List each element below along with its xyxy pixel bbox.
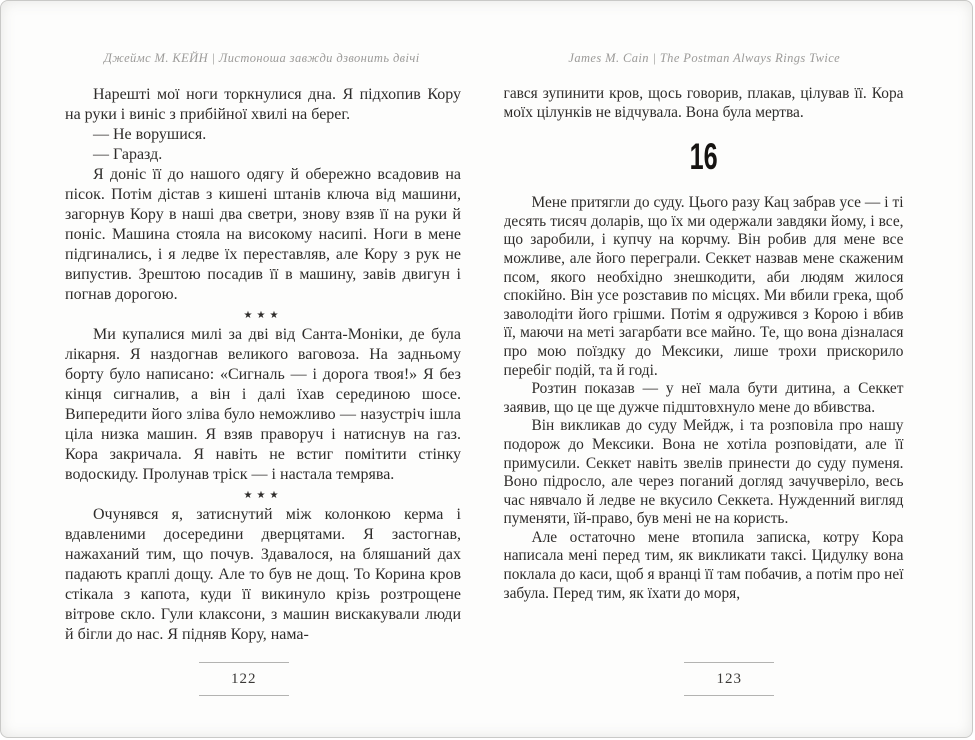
scene-divider-stars: ★★★ [243, 490, 283, 501]
page-number-right: 123 [716, 671, 742, 687]
paragraph: Розтин показав — у неї мала бути дитина, а Секкет заявив, що це ще дужче підштовхнуло мене до вбивства. [503, 380, 904, 416]
page-right [487, 1, 973, 737]
folio-left [199, 662, 289, 696]
scene-divider-stars: ★★★ [243, 310, 283, 321]
paragraph-continuation: гався зупинити кров, щось говорив, плакав, цілував її. Кора моїх цілунків не відчувала. Вона була мертва. [503, 85, 904, 121]
page-body-right [504, 85, 904, 655]
folio-rule-bottom [684, 695, 774, 696]
page-left [1, 1, 487, 737]
paragraph: Нарешті мої ноги торкнулися дна. Я підхопив Кору на руки і виніс з прибійної хвилі на берег. [65, 86, 461, 123]
paragraph: Мене притягли до суду. Цього разу Кац забрав усе — і ті десять тисяч доларів, що їх ми одержали завдяки йому, і все, що заробили, і купчу на корчму. Він робив для мене все можливе, але його переграли. Секкет назвав мене скаженим псом, якого необхідно знешкодити, аби людям жилося спокійно. Він усе розставив по місцях. Ми вбили грека, щоб заволодіти його грішми. Потім я одружився з Корою і вбив її, маючи на меті загарбати все майно. Те, що вона дізналася про мою поїздку до Мексики, лише трохи прискорило перебіг подій, та й годі. [503, 194, 904, 379]
paragraph: Я доніс її до нашого одягу й обережно всадовив на пісок. Потім дістав з кишені штанів ключа від машини, загорнув Кору в наші два светри, знову взяв її на руки й поніс. Машина стояла на високому насипі. Ноги в мене підгинались, і я ледве їх переставляв, але Кору з рук не випустив. Зрештою посадив її в машину, завів двигун і погнав дорогою. [65, 166, 461, 303]
page-body-left [65, 85, 461, 655]
folio-rule-bottom [199, 695, 289, 696]
paragraph: Він викликав до суду Мейдж, і та розповіла про нашу подорож до Мексики. Вона не хотіла розповідати, але її примусили. Секкет навіть звелів принести до суду пуменя. Воно підросло, але через поганий догляд зачучверіло, весь час нявчало й ледве не вкусило Секкета. Нужденний вигляд пуменяти, їй-право, був мені не на користь. [503, 417, 904, 528]
paragraph: Ми купалися милі за дві від Санта-Моніки, де була лікарня. Я наздогнав великого ваговоза. На задньому борту було написано: «Сигналь — і дорога твоя!» Я без кінця сигналив, а він і далі їхав серединою шосе. Випередити його зліва було неможливо — назустріч ішла ціла низка машин. Я взяв праворуч і натиснув на газ. Кора закричала. Я навіть не встиг помітити стінку водоскиду. Пролунав тріск — і настала темрява. [65, 326, 461, 483]
page-number-left: 122 [231, 671, 257, 687]
paragraph: Але остаточно мене втопила записка, котру Кора написала мені перед тим, як викликати таксі. Цидулку вона поклала до каси, щоб я вранці її там побачив, а потім про неї забула. Перед тим, як їхати до моря, [503, 528, 904, 602]
paragraph: Очунявся я, затиснутий між колонкою керма і вдавленими досередини дверцятами. Я застогнав, нажаханий тим, що почув. Здавалося, на бляшаний дах падають краплі дощу. Але то був не дощ. То Корина кров стікала з капота, куди її викинуло крізь розтрощене вітрове скло. Гули клаксони, з машин вискакували люди й бігли до нас. Я підняв Кору, нама- [65, 506, 461, 643]
dialogue-line: — Гаразд. [93, 146, 163, 163]
running-header-right: James M. Cain | The Postman Always Rings Twice [568, 51, 841, 65]
folio-right [684, 662, 774, 696]
dialogue-line: — Не ворушися. [93, 126, 207, 143]
running-header-left: Джеймс М. КЕЙН | Листоноша завжди дзвонить двічі [103, 51, 420, 65]
chapter-number: 16 [689, 136, 718, 178]
